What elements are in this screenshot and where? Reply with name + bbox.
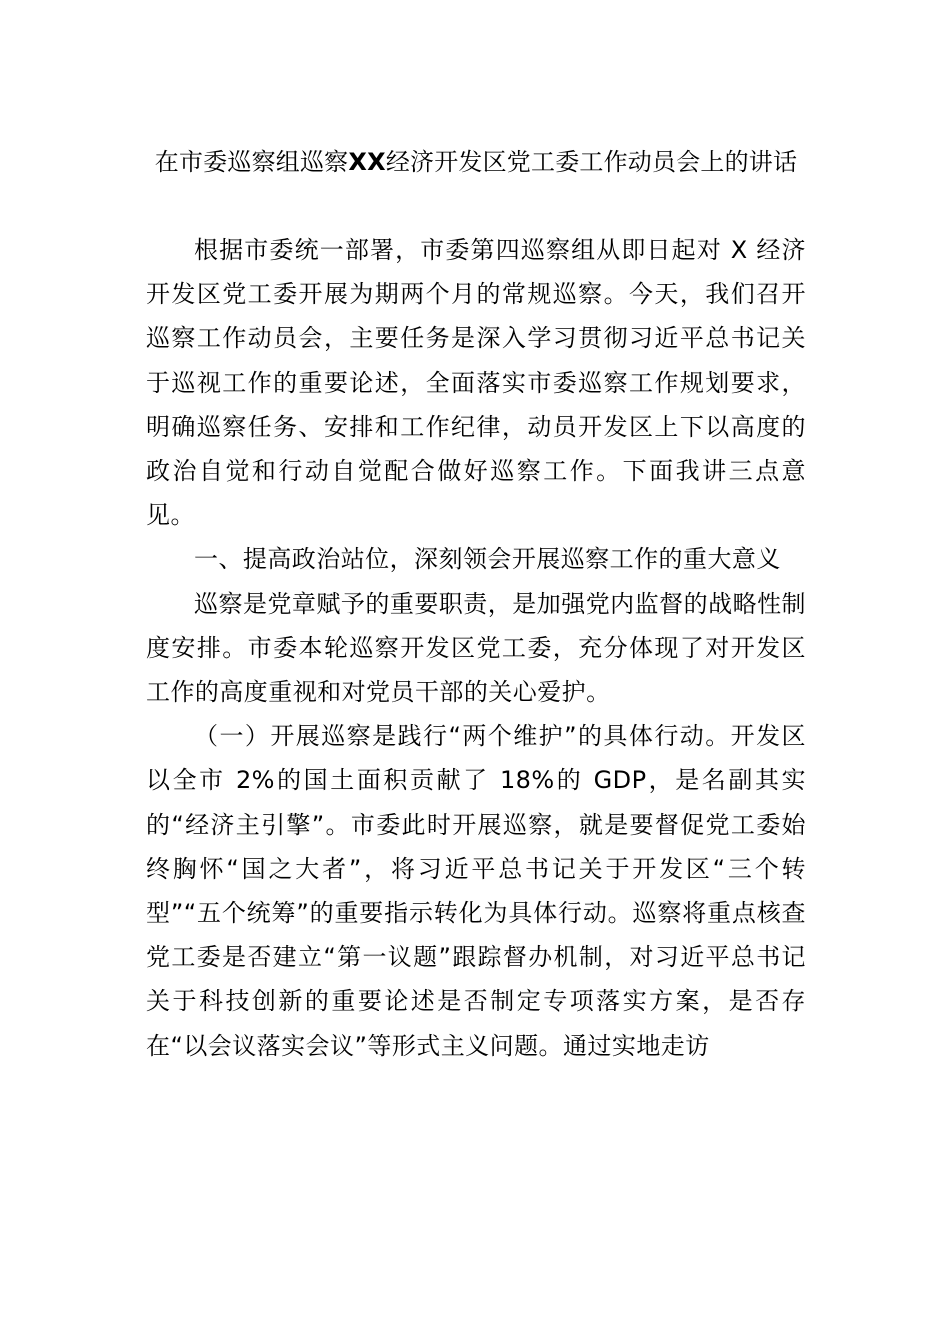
paragraph-intro: 根据市委统一部署，市委第四巡察组从即日起对 X 经济开发区党工委开展为期两个月的常规巡察。今天，我们召开巡察工作动员会，主要任务是深入学习贯彻习近平总书记关于巡视工作的重要论述，全面落实市委巡察工作规划要求，明确巡察任务、安排和工作纪律，动员开发区上下以高度的政治自觉和行动自觉配合做好巡察工作。下面我讲三点意见。 bbox=[146, 236, 806, 530]
paragraph-subsection-1: （一）开展巡察是践行“两个维护”的具体行动。开发区以全市 2%的国土面积贡献了 18%的 GDP，是名副其实的“经济主引擎”。市委此时开展巡察，就是要督促党工委始终胸怀“国之大者”，将习近平总书记关于开发区“三个转型”“五个统筹”的重要指示转化为具体行动。巡察将重点核查党工委是否建立“第一议题”跟踪督办机制，对习近平总书记关于科技创新的重要论述是否制定专项落实方案，是否存在“以会议落实会议”等形式主义问题。通过实地走访 bbox=[146, 722, 806, 1060]
document-content bbox=[146, 140, 806, 1068]
title-part-2: 经济开发区党工委工作动员会上的讲话 bbox=[385, 148, 798, 176]
title-part-1: 在市委巡察组巡察 bbox=[154, 148, 349, 176]
paragraph-section-1: 巡察是党章赋予的重要职责，是加强党内监督的战略性制度安排。市委本轮巡察开发区党工委，充分体现了对开发区工作的高度重视和对党员干部的关心爱护。 bbox=[146, 589, 806, 707]
section-heading-1: 一、提高政治站位，深刻领会开展巡察工作的重大意义 bbox=[194, 545, 781, 574]
document-body bbox=[146, 228, 806, 1068]
document-title bbox=[146, 140, 806, 184]
title-bold-part: XX bbox=[348, 148, 386, 176]
